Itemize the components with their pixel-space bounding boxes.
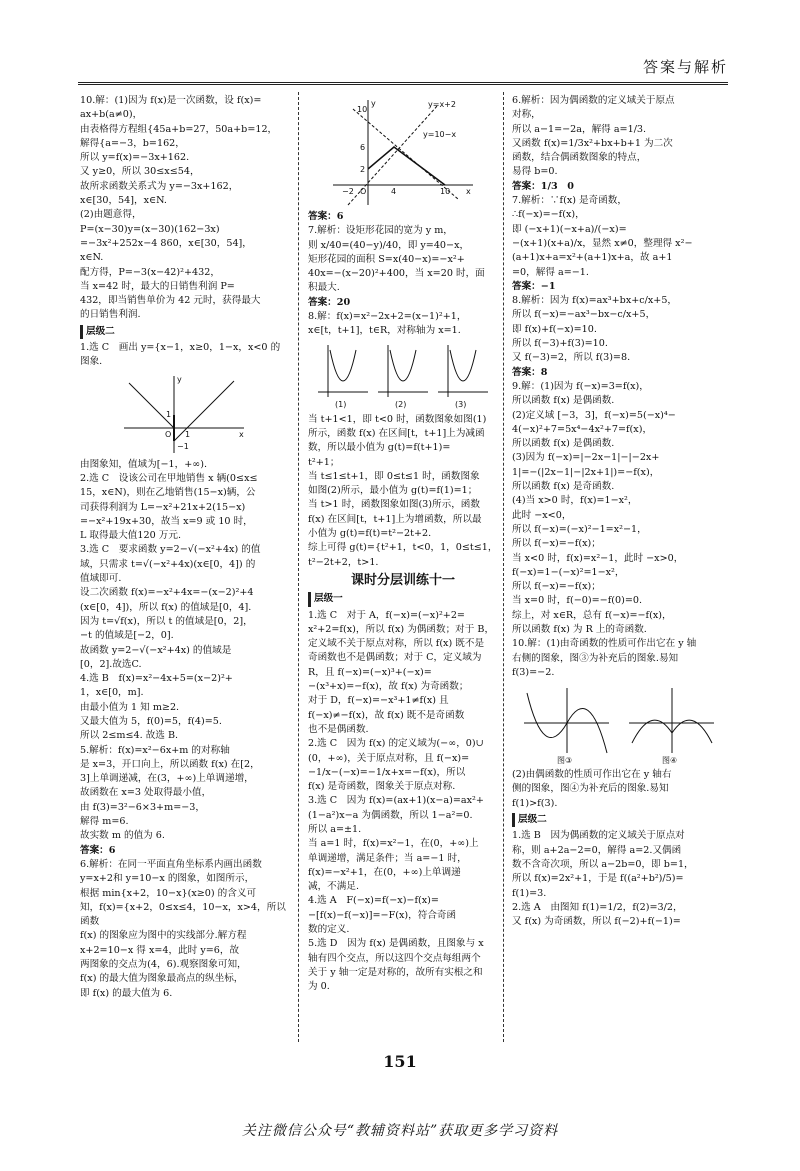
- text-line: 所以函数 f(x) 是偶函数.: [512, 395, 615, 407]
- text-line: 7.解析：∵f(x) 是奇函数，: [512, 195, 627, 207]
- text-line: 故实数 m 的值为 6.: [80, 830, 165, 842]
- text-line: 所以 y=f(x)=−3x+162.: [80, 152, 190, 164]
- tick-label: 10: [440, 187, 451, 196]
- tick-label: 1: [185, 429, 191, 439]
- origin-label: O: [165, 429, 172, 439]
- text-line: 10.解：(1)因为 f(x)是一次函数，设 f(x)=: [80, 95, 262, 106]
- text-line: 当 x<0 时，f(x)=x²−1，此时 −x>0，: [512, 552, 684, 564]
- text-line: 1.选 B 因为偶函数的定义域关于原点对: [512, 830, 685, 842]
- sub-figure-label: (3): [455, 399, 467, 409]
- text-line: 数的定义.: [308, 924, 350, 936]
- text-line: 4.选 B f(x)=x²−4x+5=(x−2)²+: [80, 673, 233, 685]
- level-heading: 层级一: [308, 592, 498, 606]
- text-line: 8.解：f(x)=x²−2x+2=(x−1)²+1，: [308, 311, 467, 323]
- text-line: 故函数 y=2−√(−x²+4x) 的值域是: [80, 644, 232, 656]
- text-line: 为 0.: [308, 981, 330, 993]
- text-line: 所以函数 f(x) 为 R 上的奇函数.: [512, 623, 647, 635]
- text-line: 所以 2≤m≤4. 故选 B.: [80, 730, 179, 742]
- text-line: 配方得，P=−3(x−42)²+432，: [80, 266, 220, 278]
- text-line: f(x) 是奇函数，图象关于原点对称.: [308, 781, 456, 793]
- text-line: R，且 f(−x)=(−x)³+(−x)=: [308, 666, 432, 678]
- tick-label: −2: [342, 187, 354, 196]
- text-line: P=(x−30)y=(x−30)(162−3x): [80, 223, 220, 235]
- text-line: f(−x)=1−(−x)²=1−x²，: [512, 566, 625, 578]
- text-line: 由表格得方程组{45a+b=27，50a+b=12，: [80, 123, 278, 135]
- text-line: 4.选 A F(−x)=f(−x)−f(x)=: [308, 895, 439, 907]
- text-line: 答案：6: [80, 844, 116, 856]
- graph-right: [174, 381, 234, 441]
- text-line: 所以 f(−x)=−f(x)；: [512, 538, 601, 550]
- text-line: 单调递增，满足条件；当 a=−1 时，: [308, 852, 467, 864]
- sub-figure-label: 图③: [557, 756, 573, 766]
- text-line: 即 (−x+1)(−x+a)/(−x)=: [512, 223, 627, 235]
- line-label: y=x+2: [428, 100, 456, 109]
- text-line: 根据 min{x+2，10−x}(x≥0) 的含义可: [80, 887, 257, 899]
- three-parabola-figure: [313, 342, 493, 410]
- text-line: 答案：20: [308, 296, 351, 308]
- text-line: 如图(2)所示，最小值为 g(t)=f(1)=1；: [308, 485, 478, 497]
- text-line: f(x)=−x²+1，在(0，+∞)上单调递: [308, 866, 461, 878]
- text-line: 也不是偶函数.: [308, 723, 369, 735]
- footer-note: 关注微信公众号“教辅资料站”获取更多学习资料: [241, 1123, 559, 1139]
- text-line: x²+2=f(x)，所以 f(x) 为偶函数；对于 B，: [308, 623, 495, 635]
- min-graph: [368, 147, 445, 185]
- text-line: f(1)=3.: [512, 887, 547, 899]
- axis-label-y: y: [371, 99, 376, 108]
- text-line: 知，f(x)={x+2，0≤x≤4，10−x，x>4，所以函数: [80, 901, 286, 928]
- text-line: 定义域不关于原点对称，所以 f(x) 既不是: [308, 638, 485, 650]
- text-line: 是 x=3，开口向上，所以函数 f(x) 在[2，: [80, 758, 260, 770]
- text-line: 答案：−1: [512, 280, 556, 292]
- text-line: 2.选 A 由图知 f(1)=1/2，f(2)=3/2，: [512, 901, 683, 913]
- text-line: 7.解析：设矩形花园的宽为 y m，: [308, 225, 453, 237]
- text-line: 由 f(3)=3²−6×3+m=−3，: [80, 801, 205, 813]
- text-line: L 取得最大值120 万元.: [80, 530, 181, 542]
- text-line: f(1)>f(3).: [512, 797, 558, 809]
- text-line: 即 f(x)+f(−x)=10.: [512, 323, 597, 335]
- text-line: 当 t>1 时，函数图象如图(3)所示，函数: [308, 499, 480, 511]
- text-line: 易得 b=0.: [512, 166, 558, 178]
- text-line: 轴有四个交点，所以这四个交点每组两个: [308, 952, 481, 964]
- text-line: (a+1)x+a=x²+(a+1)x+a，故 a+1: [512, 252, 673, 264]
- text-line: 4(−x)²+7=5x⁴−4x²+7=f(x)，: [512, 423, 653, 435]
- text-line: 两图象的交点为(4，6).观察图象可知，: [80, 959, 247, 971]
- text-line: 所以 f(x)=2x²+1，于是 f((a²+b²)/5)=: [512, 873, 684, 885]
- tick-label: 4: [391, 187, 397, 196]
- text-line: 又 f(−3)=2，所以 f(3)=8.: [512, 352, 631, 364]
- text-line: (2)由题意得，: [80, 209, 142, 221]
- text-line: 2.选 C 设该公司在甲地销售 x 辆(0≤x≤: [80, 472, 258, 484]
- text-line: 3]上单调递减，在(3，+∞)上单调递增，: [80, 773, 254, 785]
- text-line: 则 x/40=(40−y)/40，即 y=40−x，: [308, 239, 470, 251]
- level-heading: 层级二: [80, 325, 288, 339]
- text-line: 故函数在 x=3 处取得最小值，: [80, 787, 212, 799]
- text-line: 积最大.: [308, 282, 340, 294]
- tick-label: 10: [357, 105, 368, 114]
- text-line: 解得 m=6.: [80, 816, 129, 828]
- text-line: 又 y≥0，所以 30≤x≤54，: [80, 166, 200, 178]
- text-line: 又最大值为 5，f(0)=5，f(4)=5.: [80, 715, 222, 727]
- text-line: 10.解：(1)由奇函数的性质可作出它在 y 轴: [512, 638, 697, 650]
- page-number: 151: [383, 1052, 417, 1071]
- sub-figure-label: (2): [395, 399, 407, 409]
- text-line: −(x+1)(x+a)/x，显然 x≠0，整理得 x²−: [512, 237, 693, 249]
- text-line: 3.选 C 因为 f(x)=(ax+1)(x−a)=ax²+: [308, 795, 484, 807]
- header-rule: [78, 82, 728, 85]
- text-line: 由图象知，值域为[−1，+∞).: [80, 458, 208, 470]
- text-line: =0，解得 a=−1.: [512, 266, 589, 278]
- text-line: 小值为 g(t)=f(t)=t²−2t+2.: [308, 528, 432, 540]
- text-line: 对称，: [512, 109, 541, 121]
- text-line: 1，x∈[0，m].: [80, 687, 144, 699]
- text-line: (4)当 x>0 时，f(x)=1−x²，: [512, 495, 638, 507]
- text-line: 关于 y 轴一定是对称的，故所有实根之和: [308, 966, 483, 978]
- text-line: (0，+∞)，关于原点对称，且 f(−x)=: [308, 752, 470, 764]
- graph-left: [129, 383, 174, 428]
- text-line: 当 t+1<1，即 t<0 时，函数图象如图(1): [308, 413, 487, 425]
- abs-graph-figure: [119, 373, 249, 455]
- text-line: 数，所以最小值为 g(t)=f(t+1)=: [308, 442, 451, 454]
- text-line: 所以 f(−3)+f(3)=10.: [512, 338, 608, 350]
- level-heading: 层级二: [512, 813, 726, 827]
- text-line: =−3x²+252x−4 860，x∈[30，54]，: [80, 237, 252, 249]
- text-line: 所以 a−1=−2a，解得 a=1/3.: [512, 123, 647, 135]
- text-line: x+2=10−x 得 x=4，此时 y=6，故: [80, 944, 240, 956]
- text-line: 答案：6: [308, 211, 344, 222]
- text-line: 综上可得 g(t)={t²+1，t<0，1，0≤t≤1，t²−2t+2，t>1.: [308, 542, 498, 568]
- text-line: 当 x=0 时，f(−0)=−f(0)=0.: [512, 595, 643, 607]
- text-line: 所以函数 f(x) 是偶函数.: [512, 438, 615, 450]
- axis-label-x: x: [466, 187, 471, 196]
- text-line: 司获得利润为 L=−x²+21x+2(15−x): [80, 501, 246, 513]
- text-line: 1.选 C 对于 A，f(−x)=(−x)²+2=: [308, 609, 465, 621]
- text-line: 所以 f(−x)=−ax³−bx−c/x+5，: [512, 309, 656, 321]
- text-line: 5.解析：f(x)=x²−6x+m 的对称轴: [80, 744, 230, 756]
- axis-label-y: y: [177, 374, 182, 384]
- origin-label: O: [360, 187, 367, 196]
- text-line: x∈[t，t+1]，t∈R，对称轴为 x=1.: [308, 325, 461, 337]
- text-line: 当 a=1 时，f(x)=x²−1，在(0，+∞)上: [308, 838, 479, 850]
- text-line: 函数，结合偶函数图象的特点，: [512, 152, 647, 164]
- text-line: 数不含奇次项，所以 a−2b=0，即 b=1，: [512, 858, 694, 870]
- text-line: 设二次函数 f(x)=−x²+4x=−(x−2)²+4: [80, 587, 254, 599]
- text-line: 即 f(x) 的最大值为 6.: [80, 987, 173, 999]
- text-line: f(x) 在区间[t，t+1]上为增函数，所以最: [308, 513, 482, 525]
- column-3: [512, 94, 726, 929]
- column-1: [80, 94, 288, 1001]
- text-line: 所以 f(−x)=−f(x)；: [512, 581, 601, 593]
- text-line: 9.解：(1)因为 f(−x)=3=f(x)，: [512, 380, 649, 392]
- text-line: f(x) 的图象应为图中的实线部分.解方程: [80, 930, 247, 942]
- text-line: 此时 −x<0，: [512, 509, 572, 521]
- text-line: x∈N.: [80, 252, 104, 264]
- text-line: 解得{a=−3，b=162，: [80, 137, 185, 149]
- text-line: −t 的值域是[−2，0].: [80, 630, 174, 642]
- text-line: y=x+2和 y=10−x 的图象，如图所示，: [80, 873, 255, 885]
- column-2: [308, 94, 498, 995]
- text-line: f(x) 的最大值为图象最高点的纵坐标，: [80, 973, 244, 985]
- min-function-figure: [328, 97, 478, 207]
- text-line: =−x²+19x+30，故当 x=9 或 10 时，: [80, 515, 253, 527]
- tick-label: 1: [166, 409, 172, 419]
- text-line: 8.解析：因为 f(x)=ax³+bx+c/x+5，: [512, 295, 678, 307]
- text-line: 当 x=42 时，最大的日销售利润 P=: [80, 280, 235, 292]
- column-separator: [503, 92, 504, 1042]
- text-line: −[f(x)−f(−x)]=−F(x)，符合奇函: [308, 909, 457, 921]
- text-line: −1/x−(−x)=−1/x+x=−f(x)，所以: [308, 766, 466, 778]
- text-line: 又 f(x) 为奇函数，所以 f(−2)+f(−1)=: [512, 916, 681, 928]
- axis-label-x: x: [239, 429, 244, 439]
- text-line: 的日销售利润.: [80, 309, 141, 321]
- line-label: y=10−x: [423, 130, 457, 139]
- text-line: 所以 f(−x)=(−x)²−1=x²−1，: [512, 523, 647, 535]
- text-line: 所以函数 f(x) 是奇函数.: [512, 481, 615, 493]
- text-line: 称，则 a+2a−2=0，解得 a=2.又偶函: [512, 844, 682, 856]
- text-line: (3)因为 f(−x)=|−2x−1|−|−2x+: [512, 452, 660, 464]
- text-line: 值域即可.: [80, 573, 122, 585]
- odd-even-function-figure: [519, 683, 719, 765]
- text-line: 因为 t=√f(x)，所以 t 的值域是[0，2]，: [80, 615, 253, 627]
- text-line: (1−a²)x−a 为偶函数，所以 1−a²=0.: [308, 809, 473, 821]
- text-line: 432，即当销售单价为 42 元时，获得最大: [80, 295, 261, 307]
- text-line: 6.解析：因为偶函数的定义域关于原点: [512, 95, 675, 106]
- text-line: ax+b(a≠0)，: [80, 109, 143, 121]
- text-line: ∴f(−x)=−f(x)，: [512, 209, 585, 221]
- text-line: 15，x∈N)，则在乙地销售(15−x)辆，公: [80, 487, 256, 499]
- text-line: (x∈[0，4])，所以 f(x) 的值域是[0，4].: [80, 601, 252, 613]
- tick-label: −1: [177, 441, 189, 451]
- text-line: 5.选 D 因为 f(x) 是偶函数，且图象与 x: [308, 938, 484, 950]
- text-line: 侧的图象，图④为补充后的图象.易知: [512, 783, 669, 795]
- text-line: f(3)=−2.: [512, 666, 555, 678]
- text-line: 1|=−(|2x−1|−|2x+1|)=−f(x)，: [512, 466, 660, 478]
- text-line: 由最小值为 1 知 m≥2.: [80, 701, 180, 713]
- sub-figure-label: (1): [335, 399, 347, 409]
- text-line: 综上，对 x∈R，总有 f(−x)=−f(x)，: [512, 609, 672, 621]
- sub-figure-label: 图④: [662, 756, 678, 766]
- parabola-curve: [330, 350, 356, 381]
- text-line: 故所求函数关系式为 y=−3x+162，: [80, 180, 239, 192]
- parabola-curve: [390, 350, 416, 381]
- header-title: 答案与解析: [642, 58, 728, 76]
- text-line: −(x³+x)=−f(x)，故 f(x) 为奇函数；: [308, 681, 469, 693]
- text-line: 减，不满足.: [308, 881, 360, 893]
- text-line: 所以 a=±1.: [308, 823, 362, 835]
- text-line: x∈[30，54]，x∈N.: [80, 195, 167, 207]
- text-line: 1.选 C 画出 y={x−1，x≥0，1−x，x<0 的图象.: [80, 342, 281, 368]
- tick-label: 6: [360, 143, 366, 152]
- text-line: 答案：8: [512, 366, 548, 378]
- text-line: f(−x)≠−f(x)，故 f(x) 既不是奇函数: [308, 709, 465, 721]
- section-title: 课时分层训练十一: [350, 572, 455, 588]
- tick-label: 2: [360, 165, 366, 174]
- text-line: 矩形花园的面积 S=x(40−x)=−x²+: [308, 253, 465, 265]
- text-line: 域，只需求 t=√(−x²+4x)(x∈[0，4]) 的: [80, 558, 256, 570]
- text-line: [0，2].故选C.: [80, 658, 142, 670]
- text-line: 答案：1/3 0: [512, 180, 574, 192]
- text-line: 2.选 C 因为 f(x) 的定义域为(−∞，0)∪: [308, 738, 484, 750]
- text-line: 对于 D，f(−x)=−x³+1≠f(x) 且: [308, 695, 449, 707]
- text-line: t²+1；: [308, 456, 340, 468]
- text-line: 40x=−(x−20)²+400，当 x=20 时，面: [308, 268, 485, 280]
- text-line: 6.解析：在同一平面直角坐标系内画出函数: [80, 858, 262, 870]
- text-line: 3.选 C 要求函数 y=2−√(−x²+4x) 的值: [80, 544, 261, 556]
- text-line: 所示，函数 f(x) 在区间[t，t+1]上为减函: [308, 427, 485, 439]
- parabola-curve: [450, 350, 476, 381]
- text-line: (2)由偶函数的性质可作出它在 y 轴右: [512, 769, 672, 781]
- text-line: 当 t≤1≤t+1，即 0≤t≤1 时，函数图象: [308, 470, 480, 482]
- column-separator: [298, 92, 299, 1042]
- text-line: 又函数 f(x)=1/3x²+bx+b+1 为二次: [512, 137, 673, 149]
- text-line: (2)定义域 [−3，3]，f(−x)=5(−x)⁴−: [512, 409, 676, 421]
- text-line: 右侧的图象，图③为补充后的图象.易知: [512, 652, 679, 664]
- text-line: 奇函数也不是偶函数；对于 C，定义域为: [308, 652, 482, 664]
